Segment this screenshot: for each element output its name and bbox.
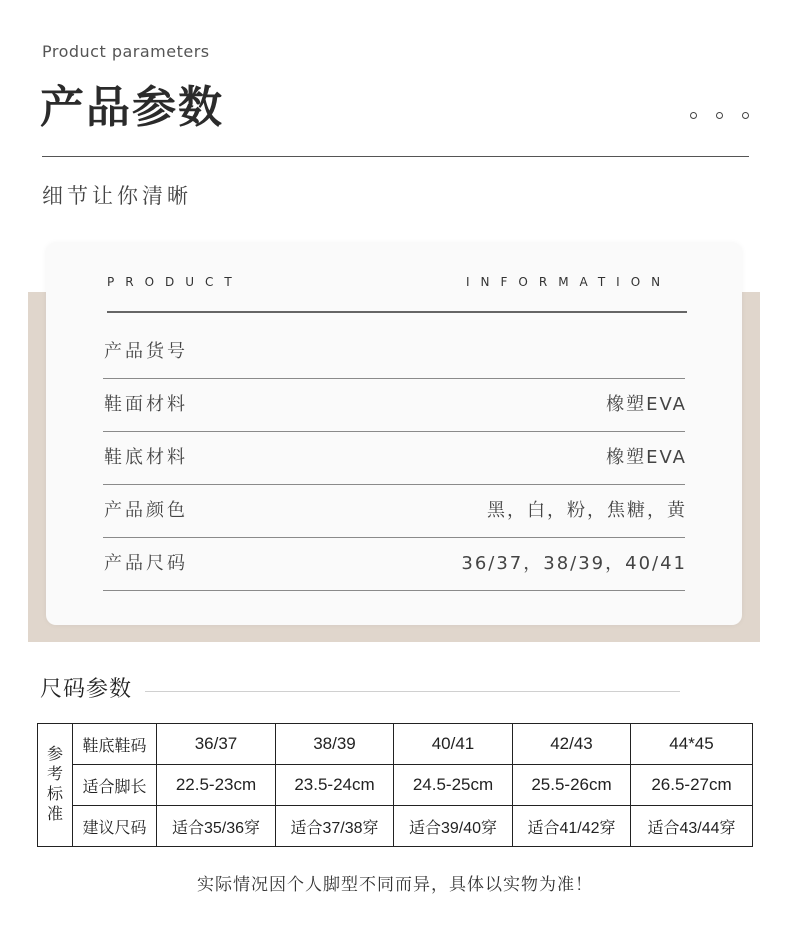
row-header-foot-length: 适合脚长 xyxy=(73,765,157,806)
table-cell: 24.5-25cm xyxy=(394,765,513,806)
subtitle-english: Product parameters xyxy=(42,42,210,61)
reference-char: 标 xyxy=(46,786,63,803)
table-cell: 42/43 xyxy=(513,724,631,765)
table-cell: 25.5-26cm xyxy=(513,765,631,806)
table-cell: 40/41 xyxy=(394,724,513,765)
table-cell: 36/37 xyxy=(157,724,276,765)
info-row-value: 黑，白，粉，焦糖，黄 xyxy=(487,500,687,521)
page-title: 产品参数 xyxy=(40,82,224,133)
table-cell: 22.5-23cm xyxy=(157,765,276,806)
table-cell: 适合41/42穿 xyxy=(513,806,631,847)
table-cell: 适合43/44穿 xyxy=(631,806,753,847)
table-cell: 23.5-24cm xyxy=(276,765,394,806)
reference-standard-cell xyxy=(38,724,73,847)
info-row-divider xyxy=(103,590,685,591)
info-header-divider xyxy=(107,311,687,313)
row-header-sole-size: 鞋底鞋码 xyxy=(73,724,157,765)
size-table xyxy=(37,723,753,847)
table-cell: 适合37/38穿 xyxy=(276,806,394,847)
reference-char: 考 xyxy=(46,766,63,783)
info-header-information: INFORMATION xyxy=(466,275,672,289)
size-section-title: 尺码参数 xyxy=(40,677,133,702)
table-cell: 44*45 xyxy=(631,724,753,765)
tagline: 细节让你清晰 xyxy=(42,184,192,208)
table-row xyxy=(38,724,753,765)
table-row xyxy=(38,806,753,847)
info-row-divider xyxy=(103,431,685,432)
info-row-value: 橡塑EVA xyxy=(606,447,687,468)
info-row-value: 橡塑EVA xyxy=(606,394,687,415)
dot-icon xyxy=(742,112,749,119)
info-row-divider xyxy=(103,484,685,485)
title-divider xyxy=(42,156,749,157)
size-section-divider xyxy=(145,691,680,692)
info-row-label: 鞋面材料 xyxy=(104,394,188,415)
table-cell: 26.5-27cm xyxy=(631,765,753,806)
size-footnote: 实际情况因个人脚型不同而异，具体以实物为准！ xyxy=(197,875,593,895)
dot-icon xyxy=(716,112,723,119)
reference-char: 参 xyxy=(46,746,63,763)
row-header-suggested-size: 建议尺码 xyxy=(73,806,157,847)
decorative-dots xyxy=(690,112,752,122)
info-header-product: PRODUCT xyxy=(107,275,243,289)
info-row-label: 产品颜色 xyxy=(104,500,188,521)
table-cell: 适合39/40穿 xyxy=(394,806,513,847)
info-row-label: 产品货号 xyxy=(104,341,188,362)
table-cell: 38/39 xyxy=(276,724,394,765)
dot-icon xyxy=(690,112,697,119)
reference-char: 准 xyxy=(46,806,63,823)
info-row-label: 鞋底材料 xyxy=(104,447,188,468)
info-row-label: 产品尺码 xyxy=(104,553,188,574)
info-row-value: 36/37，38/39，40/41 xyxy=(461,553,687,574)
table-cell: 适合35/36穿 xyxy=(157,806,276,847)
info-row-divider xyxy=(103,537,685,538)
info-row-divider xyxy=(103,378,685,379)
table-row xyxy=(38,765,753,806)
